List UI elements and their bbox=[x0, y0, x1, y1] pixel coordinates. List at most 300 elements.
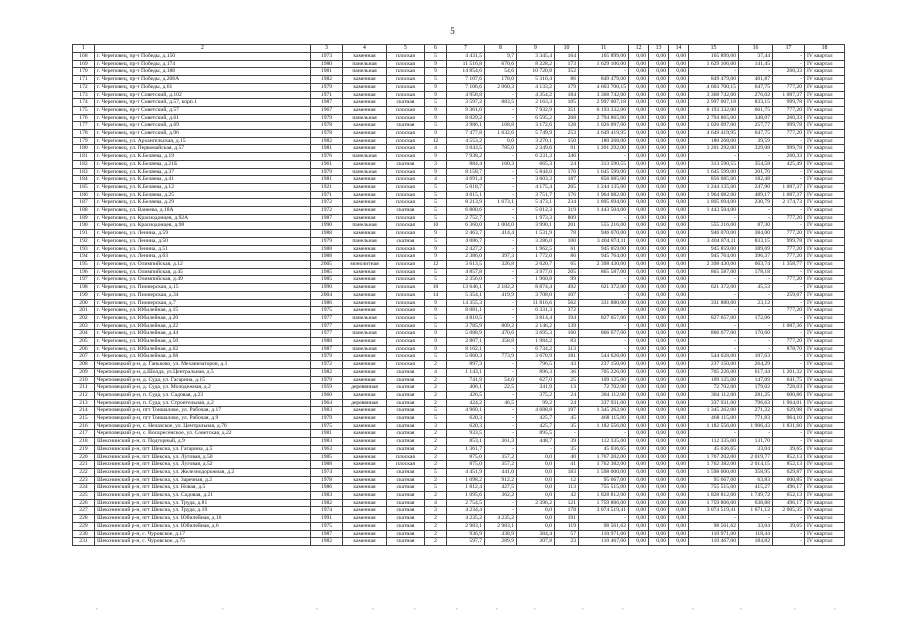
table-cell: 621 372,00 bbox=[689, 284, 739, 292]
table-cell: 1959 bbox=[311, 384, 343, 392]
table-cell: 42 bbox=[555, 492, 579, 500]
table-cell: 3 670,9 bbox=[517, 353, 555, 361]
table-cell: 39,59 bbox=[739, 137, 773, 145]
column-number-cell: 10 bbox=[555, 45, 579, 53]
table-cell: каменная bbox=[343, 492, 387, 500]
table-cell: - bbox=[485, 106, 517, 114]
table-cell: 5 bbox=[425, 415, 447, 423]
table-cell: 0,0 bbox=[517, 522, 555, 530]
table-cell: IV квартал bbox=[805, 168, 845, 176]
table-cell: скатная bbox=[387, 422, 425, 430]
table-cell: - bbox=[579, 276, 629, 284]
address-cell: г. Череповец, ул. Пионерская, д.15 bbox=[95, 284, 311, 292]
table-cell: IV квартал bbox=[805, 130, 845, 138]
table-cell: 544 628,00 bbox=[579, 353, 629, 361]
table-cell: IV квартал bbox=[805, 299, 845, 307]
table-cell: 384 112,00 bbox=[579, 391, 629, 399]
table-cell: 1 443 504,00 bbox=[689, 207, 739, 215]
table-cell: 131,70 bbox=[739, 438, 773, 446]
table-cell: - bbox=[739, 430, 773, 438]
table-cell: 809 bbox=[555, 214, 579, 222]
table-cell: 184,82 bbox=[739, 538, 773, 546]
table-cell: 620,3 bbox=[447, 422, 485, 430]
table-cell: каменная bbox=[343, 91, 387, 99]
table-cell: 198 bbox=[73, 284, 95, 292]
table-cell: IV квартал bbox=[805, 214, 845, 222]
table-cell: 0,00 bbox=[629, 99, 649, 107]
table-cell: 218 bbox=[73, 438, 95, 446]
table-cell: 999,78 bbox=[773, 145, 805, 153]
table-cell: 755 515,00 bbox=[689, 484, 739, 492]
table-cell: 99 bbox=[555, 276, 579, 284]
table-cell: плоская bbox=[387, 291, 425, 299]
table-cell: 1 345 262,00 bbox=[689, 407, 739, 415]
table-cell: 54,0 bbox=[485, 376, 517, 384]
table-cell: 2 bbox=[425, 530, 447, 538]
address-cell: Череповецкий р-н, п. Суда, ул. Строительная, д.2 bbox=[95, 399, 311, 407]
table-row bbox=[73, 530, 845, 538]
table-cell: 856 085,00 bbox=[689, 176, 739, 184]
table-cell: 741,9 bbox=[447, 376, 485, 384]
table-cell: плоская bbox=[387, 60, 425, 68]
table-cell: 113 bbox=[555, 484, 579, 492]
table-cell: 6 800,6 bbox=[447, 207, 485, 215]
table-cell: 425,7 bbox=[517, 422, 555, 430]
table-cell: 253 bbox=[555, 130, 579, 138]
table-cell: 95 667,00 bbox=[689, 476, 739, 484]
address-cell: г. Череповец, ул. Юбилейная, д.62 bbox=[95, 345, 311, 353]
table-cell: 600,86 bbox=[773, 391, 805, 399]
table-cell: 4 234,4 bbox=[447, 507, 485, 515]
table-cell: 160 bbox=[555, 330, 579, 338]
table-row bbox=[73, 145, 845, 153]
table-cell: 0,00 bbox=[669, 353, 689, 361]
table-cell: плоская bbox=[387, 284, 425, 292]
table-cell: 999,78 bbox=[773, 99, 805, 107]
table-cell: 0,00 bbox=[669, 476, 689, 484]
table-cell: 0,00 bbox=[629, 253, 649, 261]
table-cell: 0,00 bbox=[669, 538, 689, 546]
table-cell: IV квартал bbox=[805, 330, 845, 338]
table-cell: 0,00 bbox=[629, 430, 649, 438]
table-cell: - bbox=[773, 76, 805, 84]
table-cell: 1 201 292,00 bbox=[689, 145, 739, 153]
table-cell: каменная bbox=[343, 322, 387, 330]
table-cell: 206 bbox=[73, 345, 95, 353]
table-cell: IV квартал bbox=[805, 268, 845, 276]
table-cell: 230 bbox=[73, 530, 95, 538]
table-cell: 1977 bbox=[311, 330, 343, 338]
table-cell: скатная bbox=[387, 522, 425, 530]
table-row bbox=[73, 99, 845, 107]
table-cell: каменная bbox=[343, 307, 387, 315]
table-cell: 389,69 bbox=[739, 245, 773, 253]
table-cell: 964,10 bbox=[773, 415, 805, 423]
table-cell: 205 bbox=[555, 183, 579, 191]
table-cell: 384,00 bbox=[739, 230, 773, 238]
table-cell: 61 bbox=[555, 245, 579, 253]
table-cell: 4 133,2 bbox=[517, 83, 555, 91]
table-cell: каменная bbox=[343, 160, 387, 168]
table-cell: 4 451,9 bbox=[447, 468, 485, 476]
table-cell: каменная bbox=[343, 407, 387, 415]
table-cell: 0,00 bbox=[629, 276, 649, 284]
table-cell: плоская bbox=[387, 153, 425, 161]
table-cell: 4 691,4 bbox=[447, 176, 485, 184]
table-cell: 896,3 bbox=[517, 368, 555, 376]
table-cell: 281,25 bbox=[739, 391, 773, 399]
table-cell: 1985 bbox=[311, 268, 343, 276]
table-cell: 0,00 bbox=[649, 214, 669, 222]
table-cell: 0,00 bbox=[629, 522, 649, 530]
table-cell: 0,00 bbox=[629, 492, 649, 500]
table-cell: 1 767 202,00 bbox=[579, 453, 629, 461]
table-cell: 2 bbox=[425, 391, 447, 399]
table-cell: 1982 bbox=[311, 538, 343, 546]
table-row bbox=[73, 291, 845, 299]
table-cell: 1 443 504,00 bbox=[579, 207, 629, 215]
table-cell: 358,8 bbox=[485, 338, 517, 346]
table-cell: каменная bbox=[343, 53, 387, 61]
table-cell: - bbox=[579, 338, 629, 346]
table-row bbox=[73, 191, 845, 199]
table-cell: 5 bbox=[425, 407, 447, 415]
table-cell: 1985 bbox=[311, 453, 343, 461]
table-cell: скатная bbox=[387, 530, 425, 538]
table-cell: 1987 bbox=[311, 99, 343, 107]
table-cell: 0,00 bbox=[669, 530, 689, 538]
table-cell: скатная bbox=[387, 376, 425, 384]
table-cell: 0,00 bbox=[669, 99, 689, 107]
address-cell: г. Череповец, ул. К.Беляева, д.25 bbox=[95, 191, 311, 199]
table-cell: 217 bbox=[73, 430, 95, 438]
table-cell: 237 150,00 bbox=[689, 361, 739, 369]
table-cell: - bbox=[773, 284, 805, 292]
table-cell: 0,00 bbox=[649, 222, 669, 230]
table-row bbox=[73, 507, 845, 515]
table-cell: 247,90 bbox=[739, 183, 773, 191]
table-cell: 2 349,6 bbox=[517, 145, 555, 153]
table-cell: 809,2 bbox=[485, 322, 517, 330]
table-cell: 0,00 bbox=[649, 368, 669, 376]
table-cell: 470,6 bbox=[485, 330, 517, 338]
table-cell: IV квартал bbox=[805, 199, 845, 207]
table-cell: 0,00 bbox=[649, 330, 669, 338]
table-cell: 1 632,6 bbox=[485, 130, 517, 138]
table-cell: 1 087,37 bbox=[773, 91, 805, 99]
table-cell: - bbox=[689, 68, 739, 76]
table-cell: - bbox=[689, 430, 739, 438]
table-cell: 2 398 430,00 bbox=[689, 260, 739, 268]
table-cell: плоская bbox=[387, 137, 425, 145]
address-cell: г. Череповец, ул. К.Беляева, д.37 bbox=[95, 168, 311, 176]
table-cell: каменная bbox=[343, 515, 387, 523]
table-cell: 174 bbox=[73, 99, 95, 107]
address-cell: Шекснинский р-н, пгт Шексна, ул. Юбилейная, д.16 bbox=[95, 515, 311, 523]
column-number-cell: 16 bbox=[739, 45, 773, 53]
table-cell: 14 bbox=[425, 291, 447, 299]
table-body bbox=[73, 45, 845, 546]
table-cell: 178 bbox=[73, 130, 95, 138]
address-cell: Череповецкий р-н, д. Суда, ул. Молодежная, д.2 bbox=[95, 384, 311, 392]
table-cell: IV квартал bbox=[805, 461, 845, 469]
table-cell: 0,00 bbox=[629, 237, 649, 245]
table-cell: 205 bbox=[73, 338, 95, 346]
table-cell: 7 106,6 bbox=[447, 83, 485, 91]
table-cell: 1 962,5 bbox=[517, 245, 555, 253]
table-cell: плоская bbox=[387, 268, 425, 276]
table-cell: 414,4 bbox=[485, 230, 517, 238]
table-cell: каменная bbox=[343, 499, 387, 507]
table-cell: 1 531,9 bbox=[517, 230, 555, 238]
table-cell: 196 bbox=[73, 268, 95, 276]
table-cell: 0,00 bbox=[669, 368, 689, 376]
table-cell: 1972 bbox=[311, 199, 343, 207]
table-cell: 176 bbox=[555, 168, 579, 176]
table-cell: - bbox=[689, 276, 739, 284]
table-cell: - bbox=[485, 191, 517, 199]
table-cell: скатная bbox=[387, 492, 425, 500]
table-cell: 1975 bbox=[311, 422, 343, 430]
table-cell: 45 bbox=[555, 415, 579, 423]
table-cell: 448,7 bbox=[517, 438, 555, 446]
table-cell: 1987 bbox=[311, 530, 343, 538]
table-cell: - bbox=[739, 153, 773, 161]
table-cell: 86 bbox=[555, 253, 579, 261]
table-cell: IV квартал bbox=[805, 430, 845, 438]
table-cell: 173 bbox=[555, 60, 579, 68]
table-cell: 41 bbox=[555, 461, 579, 469]
table-cell: 0,00 bbox=[649, 376, 669, 384]
table-cell: 2 060,3 bbox=[485, 83, 517, 91]
table-cell: панельная bbox=[343, 168, 387, 176]
table-row bbox=[73, 68, 845, 76]
table-cell: 4 603 700,15 bbox=[689, 83, 739, 91]
table-cell: 195 bbox=[73, 260, 95, 268]
table-cell: 0,00 bbox=[649, 461, 669, 469]
table-cell: IV квартал bbox=[805, 183, 845, 191]
table-cell: 0,00 bbox=[669, 245, 689, 253]
table-cell: 1 095,6 bbox=[447, 492, 485, 500]
table-cell: 168,8 bbox=[485, 122, 517, 130]
table-cell: 0,00 bbox=[649, 507, 669, 515]
table-cell: IV квартал bbox=[805, 415, 845, 423]
table-cell: скатная bbox=[387, 407, 425, 415]
table-cell: 39 bbox=[555, 438, 579, 446]
table-cell: 945 764,00 bbox=[689, 253, 739, 261]
table-cell: 110 971,00 bbox=[579, 530, 629, 538]
table-cell: 194 bbox=[73, 253, 95, 261]
column-number-header-row bbox=[73, 45, 845, 53]
address-cell: г. Череповец, ул. К.Беляева, д.29 bbox=[95, 199, 311, 207]
table-row bbox=[73, 122, 845, 130]
table-row bbox=[73, 137, 845, 145]
table-cell: 45 036,65 bbox=[689, 445, 739, 453]
table-cell: 1986 bbox=[311, 484, 343, 492]
table-cell: скатная bbox=[387, 160, 425, 168]
table-cell: 0,00 bbox=[669, 307, 689, 315]
table-cell: 0,00 bbox=[629, 284, 649, 292]
table-cell: - bbox=[485, 276, 517, 284]
table-cell: 555 216,00 bbox=[579, 222, 629, 230]
table-cell: 878,70 bbox=[773, 345, 805, 353]
table-cell: - bbox=[773, 207, 805, 215]
table-cell: 384,4 bbox=[517, 530, 555, 538]
table-cell: IV квартал bbox=[805, 399, 845, 407]
table-cell: 401,87 bbox=[739, 76, 773, 84]
table-cell: 1 087,36 bbox=[773, 322, 805, 330]
table-cell: каменная bbox=[343, 468, 387, 476]
table-cell: 0,00 bbox=[669, 137, 689, 145]
table-cell: 9 bbox=[425, 60, 447, 68]
table-cell: 5 473,1 bbox=[517, 199, 555, 207]
table-cell: 3 695,3 bbox=[517, 330, 555, 338]
table-cell: 3 345,4 bbox=[517, 53, 555, 61]
table-row bbox=[73, 276, 845, 284]
table-cell: 200 bbox=[73, 299, 95, 307]
table-cell: 2 427,2 bbox=[447, 245, 485, 253]
address-cell: г. Череповец, ул. Юбилейная, д.15 bbox=[95, 307, 311, 315]
bottom-edge-marks: , , , , , , , , , , , , , , bbox=[96, 603, 836, 611]
table-cell: 0,00 bbox=[629, 91, 649, 99]
table-cell: 9 bbox=[425, 338, 447, 346]
table-cell: 0,0 bbox=[517, 492, 555, 500]
table-cell: каменная bbox=[343, 191, 387, 199]
table-cell: 208 bbox=[73, 361, 95, 369]
table-cell: 1 098,2 bbox=[447, 476, 485, 484]
table-cell: 13 646,1 bbox=[447, 284, 485, 292]
table-cell: - bbox=[485, 368, 517, 376]
table-cell: - bbox=[739, 68, 773, 76]
table-cell: 202 bbox=[73, 314, 95, 322]
address-cell: Череповецкий р-н, с. Нелазское, ул. Центральная, д.76 bbox=[95, 422, 311, 430]
table-cell: каменная bbox=[343, 130, 387, 138]
table-cell: 3 814,4 bbox=[517, 314, 555, 322]
table-cell: 1 629 106,00 bbox=[579, 60, 629, 68]
table-cell: 182,48 bbox=[739, 176, 773, 184]
table-cell: 4 015,1 bbox=[447, 191, 485, 199]
table-cell: 0,00 bbox=[649, 492, 669, 500]
table-cell: 0,00 bbox=[649, 391, 669, 399]
table-cell: 8 029,2 bbox=[447, 114, 485, 122]
table-cell: 0,00 bbox=[669, 253, 689, 261]
table-cell: 1 026 097,00 bbox=[579, 122, 629, 130]
table-cell: 9 bbox=[425, 253, 447, 261]
table-cell: каменная bbox=[343, 538, 387, 546]
table-cell: 0,00 bbox=[669, 407, 689, 415]
table-cell: 0,00 bbox=[649, 353, 669, 361]
table-cell: 0,00 bbox=[649, 445, 669, 453]
table-cell: 39,65 bbox=[773, 445, 805, 453]
table-row bbox=[73, 361, 845, 369]
table-cell: - bbox=[485, 168, 517, 176]
table-cell: 63,83 bbox=[739, 476, 773, 484]
table-cell: 4 bbox=[425, 368, 447, 376]
table-cell: - bbox=[579, 214, 629, 222]
table-cell: 0,00 bbox=[629, 137, 649, 145]
table-cell: плоская bbox=[387, 330, 425, 338]
table-row bbox=[73, 245, 845, 253]
table-cell: 0,00 bbox=[649, 284, 669, 292]
table-cell: 1972 bbox=[311, 207, 343, 215]
table-cell: - bbox=[773, 353, 805, 361]
table-cell: 201 bbox=[73, 307, 95, 315]
table-cell: 4 553,2 bbox=[447, 137, 485, 145]
table-cell: плоская bbox=[387, 168, 425, 176]
address-cell: г. Череповец, пр-т Советский, д.57 bbox=[95, 106, 311, 114]
table-cell: 0,00 bbox=[629, 130, 649, 138]
table-cell: 5 bbox=[425, 183, 447, 191]
table-row bbox=[73, 299, 845, 307]
table-cell: 203 bbox=[73, 322, 95, 330]
table-cell: 0,00 bbox=[649, 276, 669, 284]
table-cell: 5 bbox=[425, 53, 447, 61]
table-cell: 0,00 bbox=[669, 522, 689, 530]
table-cell: 1973 bbox=[311, 53, 343, 61]
table-cell: - bbox=[485, 299, 517, 307]
table-cell: 0,00 bbox=[629, 114, 649, 122]
table-cell: IV квартал bbox=[805, 492, 845, 500]
table-cell: 0,00 bbox=[629, 507, 649, 515]
table-cell: 3 613,5 bbox=[447, 260, 485, 268]
table-cell: 87,30 bbox=[739, 222, 773, 230]
table-cell: скатная bbox=[387, 207, 425, 215]
table-cell: 0,00 bbox=[649, 168, 669, 176]
table-cell: 176 bbox=[555, 191, 579, 199]
table-cell: 121 bbox=[555, 499, 579, 507]
address-cell: г. Череповец, ул. Олимпийская, д.45 bbox=[95, 268, 311, 276]
table-row bbox=[73, 268, 845, 276]
table-cell: 0,00 bbox=[669, 176, 689, 184]
table-cell: - bbox=[773, 176, 805, 184]
table-cell: 705 226,00 bbox=[689, 368, 739, 376]
table-cell: 0,00 bbox=[649, 453, 669, 461]
table-cell: 1991 bbox=[311, 515, 343, 523]
table-cell: 1978 bbox=[311, 130, 343, 138]
table-cell: - bbox=[485, 207, 517, 215]
table-cell: - bbox=[773, 299, 805, 307]
table-row bbox=[73, 384, 845, 392]
table-cell: 0,00 bbox=[629, 407, 649, 415]
table-cell: 6 231,3 bbox=[517, 153, 555, 161]
table-cell: 5 bbox=[425, 207, 447, 215]
table-cell: скатная bbox=[387, 476, 425, 484]
table-cell: 0,00 bbox=[669, 168, 689, 176]
table-cell: 362,2 bbox=[485, 492, 517, 500]
table-cell: 1972 bbox=[311, 361, 343, 369]
table-cell: - bbox=[485, 391, 517, 399]
table-cell: 0,00 bbox=[649, 83, 669, 91]
table-cell: 337 931,00 bbox=[579, 399, 629, 407]
table-cell: - bbox=[579, 322, 629, 330]
table-row bbox=[73, 453, 845, 461]
table-cell: каменная bbox=[343, 453, 387, 461]
table-cell: каменная bbox=[343, 376, 387, 384]
address-cell: г. Череповец, пр-т Победы, д.188 bbox=[95, 68, 311, 76]
table-cell: 489,17 bbox=[739, 191, 773, 199]
table-cell: 0,00 bbox=[629, 453, 649, 461]
table-cell: 0,00 bbox=[629, 338, 649, 346]
table-cell: 0,00 bbox=[629, 168, 649, 176]
address-cell: Череповецкий р-н, с. Воскресенское, ул. Советская, д.22 bbox=[95, 430, 311, 438]
table-cell: каменная bbox=[343, 438, 387, 446]
table-cell: 0,00 bbox=[629, 207, 649, 215]
table-cell: 183 bbox=[555, 468, 579, 476]
table-cell: 441,0 bbox=[485, 468, 517, 476]
table-cell: 8 158,7 bbox=[447, 168, 485, 176]
table-cell: 1 358,77 bbox=[773, 260, 805, 268]
table-cell: 215 bbox=[73, 415, 95, 423]
